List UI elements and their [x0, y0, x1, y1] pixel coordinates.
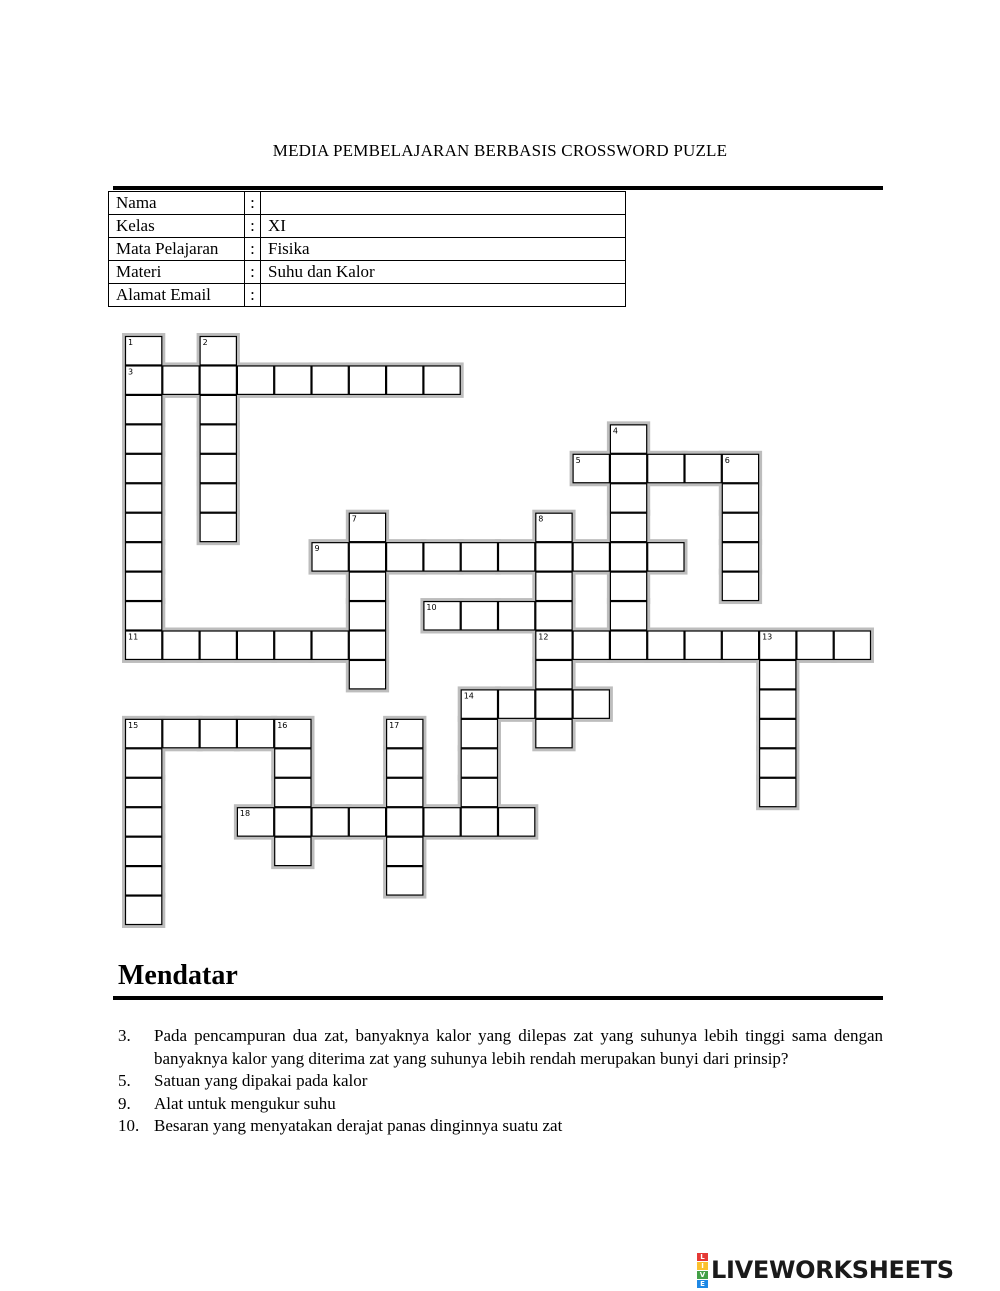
crossword-cell[interactable]	[461, 749, 497, 777]
crossword-cell[interactable]	[648, 631, 684, 659]
crossword-cell[interactable]	[387, 778, 423, 806]
crossword-cell[interactable]	[126, 484, 162, 512]
crossword-cell[interactable]	[163, 719, 199, 747]
crossword-cell[interactable]	[200, 395, 236, 423]
crossword-cell[interactable]	[349, 631, 385, 659]
clue-number: 3.	[118, 1026, 131, 1045]
crossword-cell[interactable]	[834, 631, 870, 659]
crossword-cell[interactable]	[349, 808, 385, 836]
crossword-cell[interactable]	[536, 719, 572, 747]
crossword-cell[interactable]	[424, 366, 460, 394]
cell-number-label: 11	[128, 632, 139, 642]
cell-number-label: 17	[389, 720, 400, 730]
crossword-cell[interactable]	[461, 543, 497, 571]
crossword-cell[interactable]	[200, 513, 236, 541]
crossword-cell[interactable]	[126, 808, 162, 836]
crossword-cell[interactable]	[722, 631, 758, 659]
crossword-cell[interactable]	[200, 719, 236, 747]
clue-text: Satuan yang dipakai pada kalor	[154, 1071, 368, 1090]
crossword-cell[interactable]	[573, 543, 609, 571]
info-label: Kelas	[109, 215, 245, 238]
info-label: Mata Pelajaran	[109, 238, 245, 261]
crossword-cell[interactable]	[200, 425, 236, 453]
cell-number-label: 16	[277, 720, 288, 730]
info-label: Alamat Email	[109, 284, 245, 307]
cell-number-label: 10	[426, 603, 437, 613]
crossword-cell[interactable]	[499, 543, 535, 571]
crossword-cell[interactable]	[275, 778, 311, 806]
cell-number-label: 8	[538, 514, 544, 524]
crossword-cell[interactable]	[349, 572, 385, 600]
crossword-cell[interactable]	[200, 366, 236, 394]
cell-number-label: 5	[575, 455, 581, 465]
across-clue-list	[118, 1025, 883, 1138]
crossword-cell[interactable]	[126, 543, 162, 571]
liveworksheets-icon	[697, 1252, 708, 1288]
crossword-cell[interactable]	[722, 543, 758, 571]
crossword-cell[interactable]	[312, 366, 348, 394]
class-value: XI	[261, 215, 626, 238]
crossword-cell[interactable]	[461, 778, 497, 806]
crossword-cell[interactable]	[722, 572, 758, 600]
cell-number-label: 7	[351, 514, 357, 524]
info-label: Materi	[109, 261, 245, 284]
crossword-cell[interactable]	[499, 602, 535, 630]
crossword-cell[interactable]	[722, 513, 758, 541]
crossword-cell[interactable]	[536, 572, 572, 600]
clue-item	[118, 1070, 883, 1093]
crossword-cell[interactable]	[275, 631, 311, 659]
crossword-cell[interactable]	[760, 749, 796, 777]
info-separator: :	[245, 215, 261, 238]
crossword-cell[interactable]	[312, 808, 348, 836]
logo-letter: I	[697, 1262, 708, 1270]
crossword-cell[interactable]	[610, 602, 646, 630]
crossword-cell[interactable]	[722, 484, 758, 512]
crossword-cell[interactable]	[275, 366, 311, 394]
cell-number-label: 1	[128, 338, 134, 347]
crossword-cell[interactable]	[126, 513, 162, 541]
crossword-cell[interactable]	[126, 896, 162, 924]
crossword-cell[interactable]	[126, 602, 162, 630]
crossword-cell[interactable]	[387, 837, 423, 865]
logo-letter: L	[697, 1253, 708, 1261]
crossword-cell[interactable]	[237, 631, 273, 659]
cell-number-label: 9	[314, 544, 320, 554]
crossword-cell[interactable]	[126, 454, 162, 482]
crossword-cell[interactable]	[424, 543, 460, 571]
crossword-cell[interactable]	[126, 395, 162, 423]
clue-number: 10.	[118, 1116, 140, 1135]
clue-item	[118, 1025, 883, 1070]
clue-number: 5.	[118, 1071, 131, 1090]
crossword-cell[interactable]	[536, 660, 572, 688]
crossword-cell[interactable]	[573, 631, 609, 659]
crossword-cell[interactable]	[424, 808, 460, 836]
crossword-cell[interactable]	[573, 690, 609, 718]
cell-number-label: 12	[538, 632, 549, 642]
cell-number-label: 15	[128, 720, 139, 730]
crossword-cell[interactable]	[461, 808, 497, 836]
crossword-cell[interactable]	[387, 808, 423, 836]
crossword-cell[interactable]	[760, 690, 796, 718]
crossword-cell[interactable]	[461, 719, 497, 747]
document-title: MEDIA PEMBELAJARAN BERBASIS CROSSWORD PUZLE	[272, 141, 728, 160]
crossword-cell[interactable]	[610, 484, 646, 512]
crossword-cell[interactable]	[387, 867, 423, 895]
crossword-cell[interactable]	[610, 543, 646, 571]
crossword-cell[interactable]	[126, 425, 162, 453]
crossword-cell[interactable]	[461, 602, 497, 630]
crossword-cell[interactable]	[275, 837, 311, 865]
crossword-cell[interactable]	[349, 660, 385, 688]
info-separator: :	[245, 238, 261, 261]
cell-number-label: 4	[612, 426, 618, 436]
cell-number-label: 14	[463, 691, 474, 701]
clue-text: Pada pencampuran dua zat, banyaknya kalor yang dilepas zat yang suhunya lebih tinggi sama dengan banyaknya kalor yang diterima zat yang suhunya lebih rendah merupakan bunyi dari prinsip?	[154, 1026, 883, 1068]
crossword-cell[interactable]	[648, 454, 684, 482]
crossword-cell[interactable]	[312, 631, 348, 659]
crossword-cell[interactable]	[797, 631, 833, 659]
crossword-cell[interactable]	[349, 543, 385, 571]
crossword-cell[interactable]	[237, 366, 273, 394]
section-divider	[113, 996, 883, 1000]
crossword-cell[interactable]	[648, 543, 684, 571]
crossword-cell[interactable]	[163, 631, 199, 659]
crossword-cell[interactable]	[349, 602, 385, 630]
liveworksheets-logo	[697, 1253, 954, 1287]
cell-number-label: 18	[239, 809, 251, 819]
cell-number-label: 2	[202, 338, 208, 347]
liveworksheets-wordmark: LIVEWORKSHEETS	[711, 1256, 954, 1284]
crossword-cell[interactable]	[610, 631, 646, 659]
info-separator: :	[245, 284, 261, 307]
cell-number-label: 3	[128, 367, 134, 377]
crossword-cell[interactable]	[536, 543, 572, 571]
crossword-cell[interactable]	[610, 454, 646, 482]
crossword-cell[interactable]	[499, 690, 535, 718]
logo-letter: V	[697, 1271, 708, 1279]
clue-item	[118, 1115, 883, 1138]
crossword-cell[interactable]	[275, 808, 311, 836]
cell-number-label: 13	[762, 632, 773, 642]
crossword-cell[interactable]	[685, 454, 721, 482]
crossword-cell[interactable]	[163, 366, 199, 394]
crossword-cell[interactable]	[536, 690, 572, 718]
info-separator: :	[245, 261, 261, 284]
crossword-cell[interactable]	[126, 749, 162, 777]
crossword-cell[interactable]	[499, 808, 535, 836]
cell-number-label: 6	[724, 455, 730, 465]
crossword-cell[interactable]	[760, 660, 796, 688]
crossword-cell[interactable]	[685, 631, 721, 659]
crossword-cell[interactable]	[126, 572, 162, 600]
crossword-cell[interactable]	[126, 778, 162, 806]
logo-letter: E	[697, 1280, 708, 1288]
clue-number: 9.	[118, 1093, 131, 1113]
clue-item	[118, 1093, 883, 1116]
clue-text: Besaran yang menyatakan derajat panas dinginnya suatu zat	[154, 1116, 563, 1135]
crossword-cell[interactable]	[200, 484, 236, 512]
crossword-cell[interactable]	[200, 454, 236, 482]
info-label: Nama	[109, 192, 245, 215]
crossword-cell[interactable]	[237, 719, 273, 747]
info-separator: :	[245, 192, 261, 215]
crossword-cell[interactable]	[200, 631, 236, 659]
across-heading: Mendatar	[118, 960, 238, 991]
clue-text: Alat untuk mengukur suhu	[154, 1093, 336, 1113]
crossword-cell[interactable]	[349, 366, 385, 394]
crossword-cell[interactable]	[610, 572, 646, 600]
crossword-cell[interactable]	[760, 778, 796, 806]
crossword-cell[interactable]	[760, 719, 796, 747]
crossword-cell[interactable]	[387, 749, 423, 777]
crossword-cell[interactable]	[387, 543, 423, 571]
crossword-cell[interactable]	[126, 837, 162, 865]
topic-value: Suhu dan Kalor	[261, 261, 626, 284]
crossword-cell[interactable]	[126, 867, 162, 895]
crossword-cell[interactable]	[610, 513, 646, 541]
crossword-cell[interactable]	[387, 366, 423, 394]
crossword-cell[interactable]	[536, 602, 572, 630]
crossword-cell[interactable]	[275, 749, 311, 777]
subject-value: Fisika	[261, 238, 626, 261]
